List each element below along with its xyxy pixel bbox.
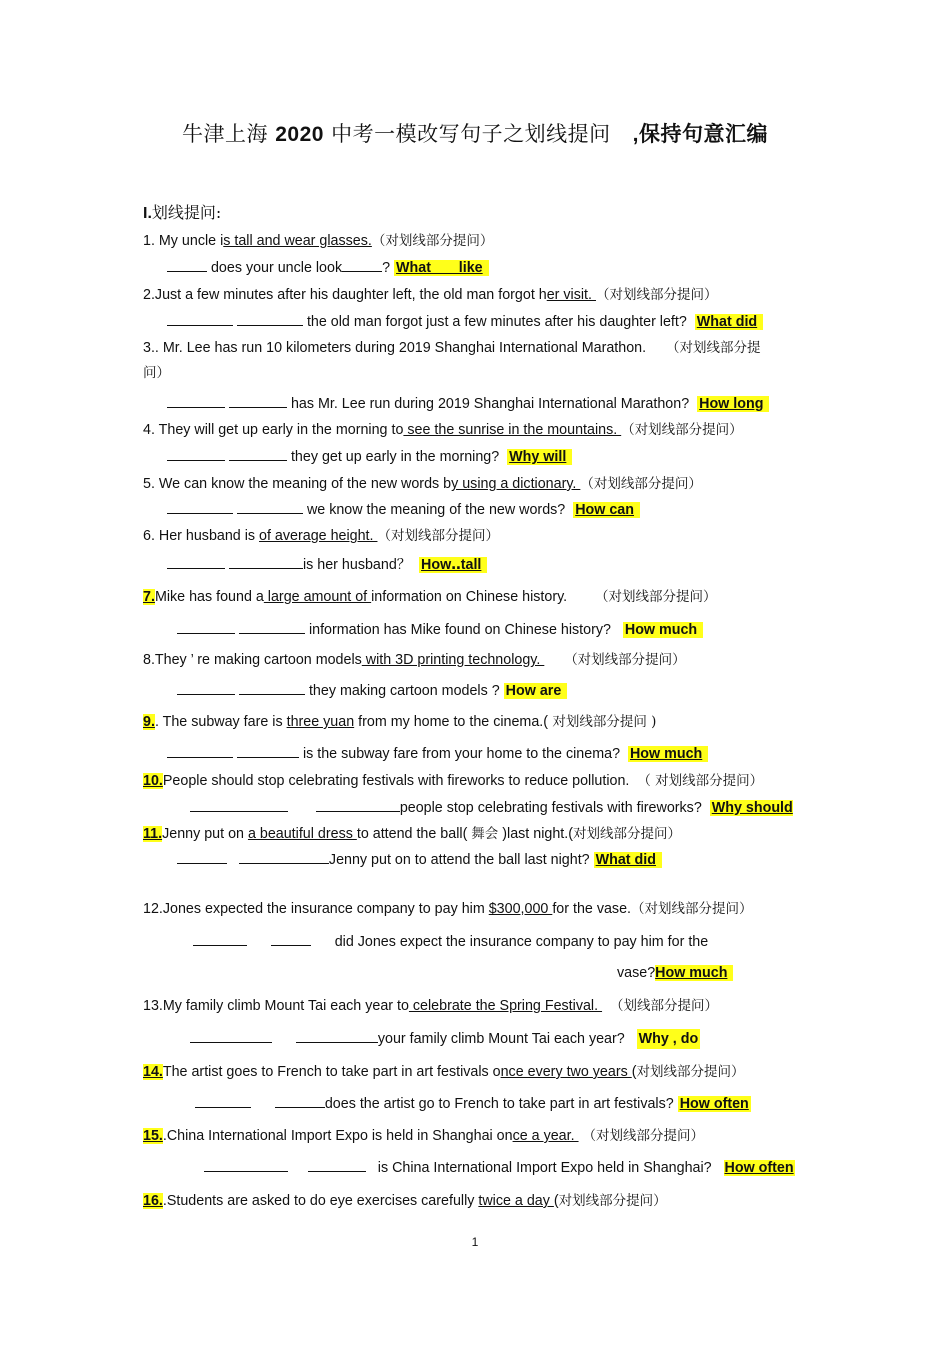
answer-blank[interactable] xyxy=(229,395,287,408)
page-number: 1 xyxy=(471,1235,479,1249)
answer-line-3: has Mr. Lee run during 2019 Shanghai International Marathon? How long xyxy=(167,395,769,413)
answer-line-12-continued: vase?How much xyxy=(617,964,733,982)
question-12: 12.Jones expected the insurance company to pay him $300,000 for the vase.（对划线部分提问） xyxy=(143,901,753,917)
answer-line-9: is the subway fare from your home to the cinema? How much xyxy=(167,745,708,763)
answer-blank[interactable] xyxy=(167,556,225,569)
answer-key: What did xyxy=(594,852,662,868)
question-16: 16..Students are asked to do eye exercises carefully twice a day (对划线部分提问） xyxy=(143,1193,667,1209)
answer-blank[interactable] xyxy=(275,1095,325,1108)
answer-line-10: people stop celebrating festivals with fireworks? Why should xyxy=(190,799,793,817)
answer-key: How are xyxy=(504,683,568,699)
answer-blank[interactable] xyxy=(167,448,225,461)
question-6: 6. Her husband is of average height. （对划线部分提问） xyxy=(143,528,499,544)
answer-line-1: does your uncle look ? What like xyxy=(167,259,489,277)
question-8: 8.They ’ re making cartoon models with 3D printing technology. （对划线部分提问） xyxy=(143,652,686,668)
answer-line-2: the old man forgot just a few minutes after his daughter left? What did xyxy=(167,313,763,331)
answer-key: How‥tall xyxy=(419,557,487,573)
answer-blank[interactable] xyxy=(296,1030,378,1043)
answer-blank[interactable] xyxy=(167,501,233,514)
section-label: 划线提问: xyxy=(151,203,222,222)
answer-line-12: did Jones expect the insurance company to pay him for the xyxy=(193,933,708,951)
section-number: I. xyxy=(143,205,152,222)
question-11: 11.Jenny put on a beautiful dress to attend the ball( 舞会 )last night.(对划线部分提问） xyxy=(143,826,681,842)
answer-blank[interactable] xyxy=(167,745,233,758)
answer-blank[interactable] xyxy=(229,556,303,569)
answer-key: How much xyxy=(623,622,703,638)
answer-key: How often xyxy=(724,1160,794,1176)
answer-key: What did xyxy=(695,314,763,330)
answer-key: How often xyxy=(679,1096,749,1112)
answer-line-4: they get up early in the morning? Why will xyxy=(167,448,572,466)
answer-line-8: they making cartoon models ? How are xyxy=(177,682,567,700)
answer-key: How much xyxy=(628,746,708,762)
answer-blank[interactable] xyxy=(177,851,227,864)
answer-blank[interactable] xyxy=(308,1159,366,1172)
answer-blank[interactable] xyxy=(237,745,299,758)
answer-blank[interactable] xyxy=(237,313,303,326)
answer-blank[interactable] xyxy=(204,1159,288,1172)
answer-key: How long xyxy=(697,396,769,412)
question-10: 10.People should stop celebrating festivals with fireworks to reduce pollution. （ 对划线部分提问） xyxy=(143,773,764,789)
title-suffix: ,保持句意汇编 xyxy=(632,123,768,146)
answer-blank[interactable] xyxy=(177,621,235,634)
answer-blank[interactable] xyxy=(190,799,288,812)
question-15: 15..China International Import Expo is held in Shanghai once a year. （对划线部分提问） xyxy=(143,1128,705,1144)
answer-line-14: does the artist go to French to take part in art festivals? How often xyxy=(195,1095,751,1113)
answer-blank[interactable] xyxy=(177,682,235,695)
answer-blank[interactable] xyxy=(167,259,207,272)
answer-line-11: Jenny put on to attend the ball last night? What did xyxy=(177,851,662,869)
answer-blank[interactable] xyxy=(239,851,329,864)
answer-key: Why , do xyxy=(638,1031,699,1047)
title-prefix: 牛津上海 xyxy=(182,122,276,146)
question-3-continued: 问） xyxy=(143,365,170,381)
answer-blank[interactable] xyxy=(342,259,382,272)
question-5: 5. We can know the meaning of the new words by using a dictionary. （对划线部分提问） xyxy=(143,476,702,492)
answer-blank[interactable] xyxy=(237,501,303,514)
answer-blank[interactable] xyxy=(271,933,311,946)
answer-blank[interactable] xyxy=(193,933,247,946)
answer-key: Why will xyxy=(507,449,572,465)
answer-blank[interactable] xyxy=(167,313,233,326)
question-2: 2.Just a few minutes after his daughter left, the old man forgot her visit. （对划线部分提问） xyxy=(143,287,718,303)
answer-key: What like xyxy=(394,260,489,276)
question-9: 9.. The subway fare is three yuan from my home to the cinema.( 对划线部分提问 ) xyxy=(143,714,657,730)
answer-blank[interactable] xyxy=(239,682,305,695)
answer-line-13: your family climb Mount Tai each year? Why , do xyxy=(190,1030,700,1048)
question-7: 7.Mike has found a large amount of information on Chinese history. （对划线部分提问） xyxy=(143,589,717,605)
answer-line-5: we know the meaning of the new words? How can xyxy=(167,501,640,519)
answer-key: How can xyxy=(573,502,640,518)
page-title xyxy=(0,118,950,148)
question-4: 4. They will get up early in the morning to see the sunrise in the mountains. （对划线部分提问） xyxy=(143,422,743,438)
answer-line-7: information has Mike found on Chinese history? How much xyxy=(177,621,703,639)
answer-key: How much xyxy=(655,965,733,981)
title-middle: 中考一模改写句子之划线提问 xyxy=(323,122,611,146)
section-heading xyxy=(143,200,221,223)
answer-line-6: is her husband？ How‥tall xyxy=(167,556,487,574)
title-year: 2020 xyxy=(275,123,324,146)
answer-blank[interactable] xyxy=(229,448,287,461)
question-3: 3.. Mr. Lee has run 10 kilometers during 2019 Shanghai International Marathon. （对划线部分提 xyxy=(143,340,761,356)
question-13: 13.My family climb Mount Tai each year to celebrate the Spring Festival. （划线部分提问） xyxy=(143,998,718,1014)
answer-line-15: is China International Import Expo held in Shanghai? How often xyxy=(204,1159,795,1177)
answer-blank[interactable] xyxy=(239,621,305,634)
answer-blank[interactable] xyxy=(316,799,400,812)
question-1: 1. My uncle is tall and wear glasses.（对划线部分提问） xyxy=(143,233,494,249)
answer-blank[interactable] xyxy=(195,1095,251,1108)
answer-blank[interactable] xyxy=(167,395,225,408)
question-14: 14.The artist goes to French to take part in art festivals once every two years (对划线部分提问） xyxy=(143,1064,745,1080)
answer-key: Why should xyxy=(711,800,793,816)
answer-blank[interactable] xyxy=(190,1030,272,1043)
